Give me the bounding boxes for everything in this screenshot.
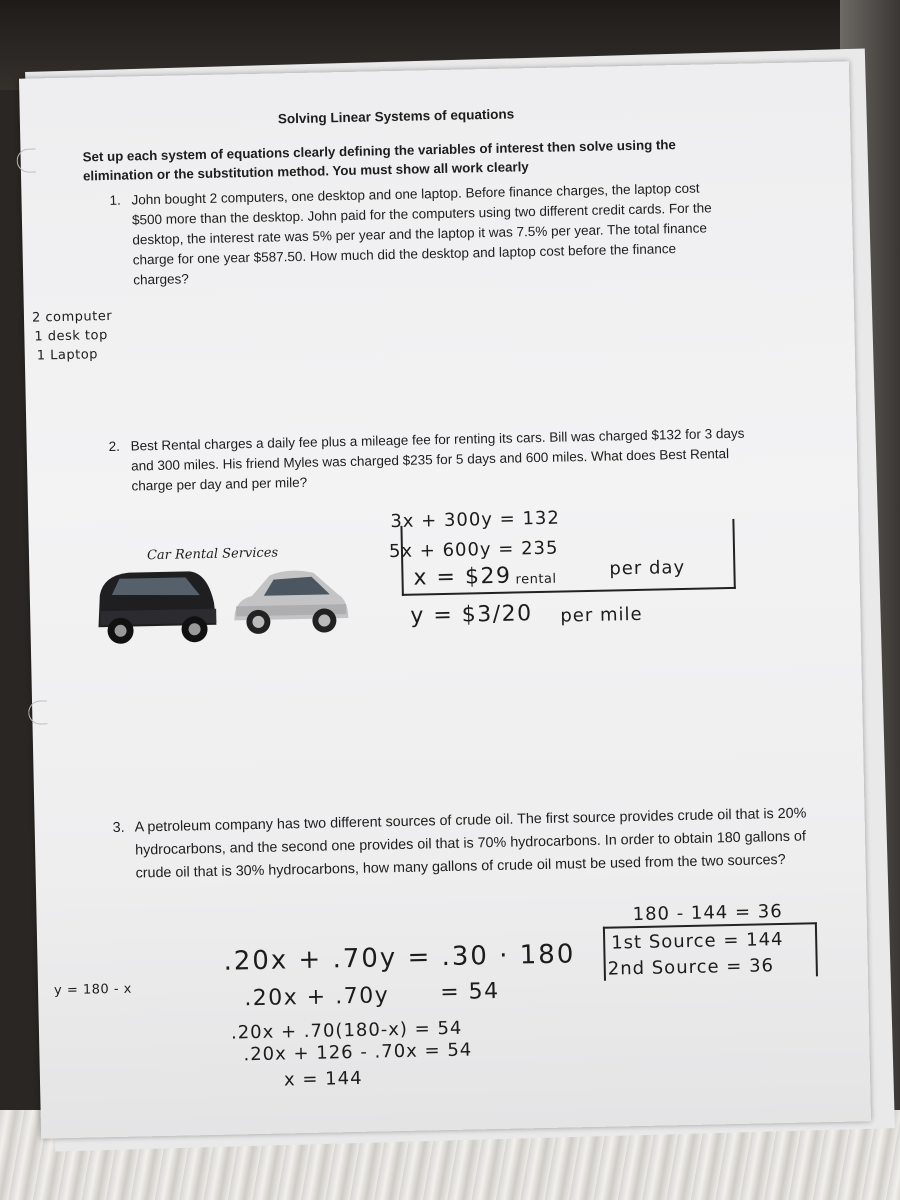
handwritten-equation: .20x + .70y = .30 · 180 bbox=[223, 939, 576, 977]
handwritten-equation: = 54 bbox=[439, 978, 500, 1006]
handwritten-note: 2 computer bbox=[31, 308, 113, 326]
problem-number: 1. bbox=[109, 192, 121, 208]
handwritten-equation: .20x + .70y bbox=[244, 983, 390, 1012]
problem-text: A petroleum company has two different sources of crude oil. The first source provides crude oil that is 20% hydrocarbons, and the second one provides oil that is 70% hydrocarbons. In order to obtain 180 gallons of crude oil that is 30% hydrocarbons, how many gallons of crude oil must be used from the two sources? bbox=[134, 805, 807, 882]
handwritten-equation: .20x + 126 - .70x = 54 bbox=[243, 1039, 473, 1066]
handwritten-note: per mile bbox=[560, 603, 643, 627]
worksheet-instructions: Set up each system of equations clearly defining the variables of interest then solve using the elimination or the substitution method. You must show all work clearly bbox=[82, 137, 677, 184]
handwritten-note: 1 desk top bbox=[34, 328, 108, 345]
hole-punch-mark bbox=[16, 148, 35, 172]
handwritten-answer: 1st Source = 144 bbox=[611, 928, 784, 954]
problem-number: 3. bbox=[112, 819, 125, 837]
handwritten-equation: .20x + .70(180-x) = 54 bbox=[230, 1017, 463, 1044]
handwritten-equation: 5x + 600y = 235 bbox=[388, 537, 559, 563]
problem-number: 2. bbox=[108, 438, 121, 455]
problem-text: Best Rental charges a daily fee plus a mileage fee for renting its cars. Bill was charged $132 for 3 days and 300 miles. His friend Myles was charged $235 for 5 days and 600 miles. What does Best Rental charge per day and per mile? bbox=[130, 425, 745, 494]
problem-2 bbox=[108, 424, 749, 494]
handwritten-note: y = 180 - x bbox=[53, 981, 133, 999]
worksheet-page bbox=[19, 61, 871, 1138]
image-caption: Car Rental Services bbox=[146, 545, 279, 564]
worksheet-title: Solving Linear Systems of equations bbox=[277, 106, 515, 127]
problem-3 bbox=[112, 802, 832, 882]
handwritten-note: per day bbox=[609, 556, 686, 580]
hatchback-image bbox=[227, 560, 354, 648]
van-image bbox=[89, 563, 221, 656]
handwritten-equation: 3x + 300y = 132 bbox=[390, 507, 561, 533]
hole-punch-mark bbox=[28, 700, 47, 724]
handwritten-calculation: 180 - 144 = 36 bbox=[632, 900, 783, 926]
problem-text: John bought 2 computers, one desktop and one laptop. Before finance charges, the laptop cost $500 more than the desktop. John paid for the computers using two different credit cards. For the desktop, the interest rate was 5% per year and the laptop it was 7.5% per year. The total finance charge for one year $587.50. How much did the desktop and laptop cost before the finance charges? bbox=[131, 180, 712, 288]
handwritten-answer: x = $29 bbox=[413, 563, 512, 591]
handwritten-note: rental bbox=[515, 571, 557, 588]
handwritten-answer: 2nd Source = 36 bbox=[607, 955, 775, 980]
handwritten-answer: y = $3/20 bbox=[410, 601, 533, 629]
handwritten-note: 1 Laptop bbox=[36, 347, 99, 364]
handwritten-equation: x = 144 bbox=[283, 1067, 363, 1091]
